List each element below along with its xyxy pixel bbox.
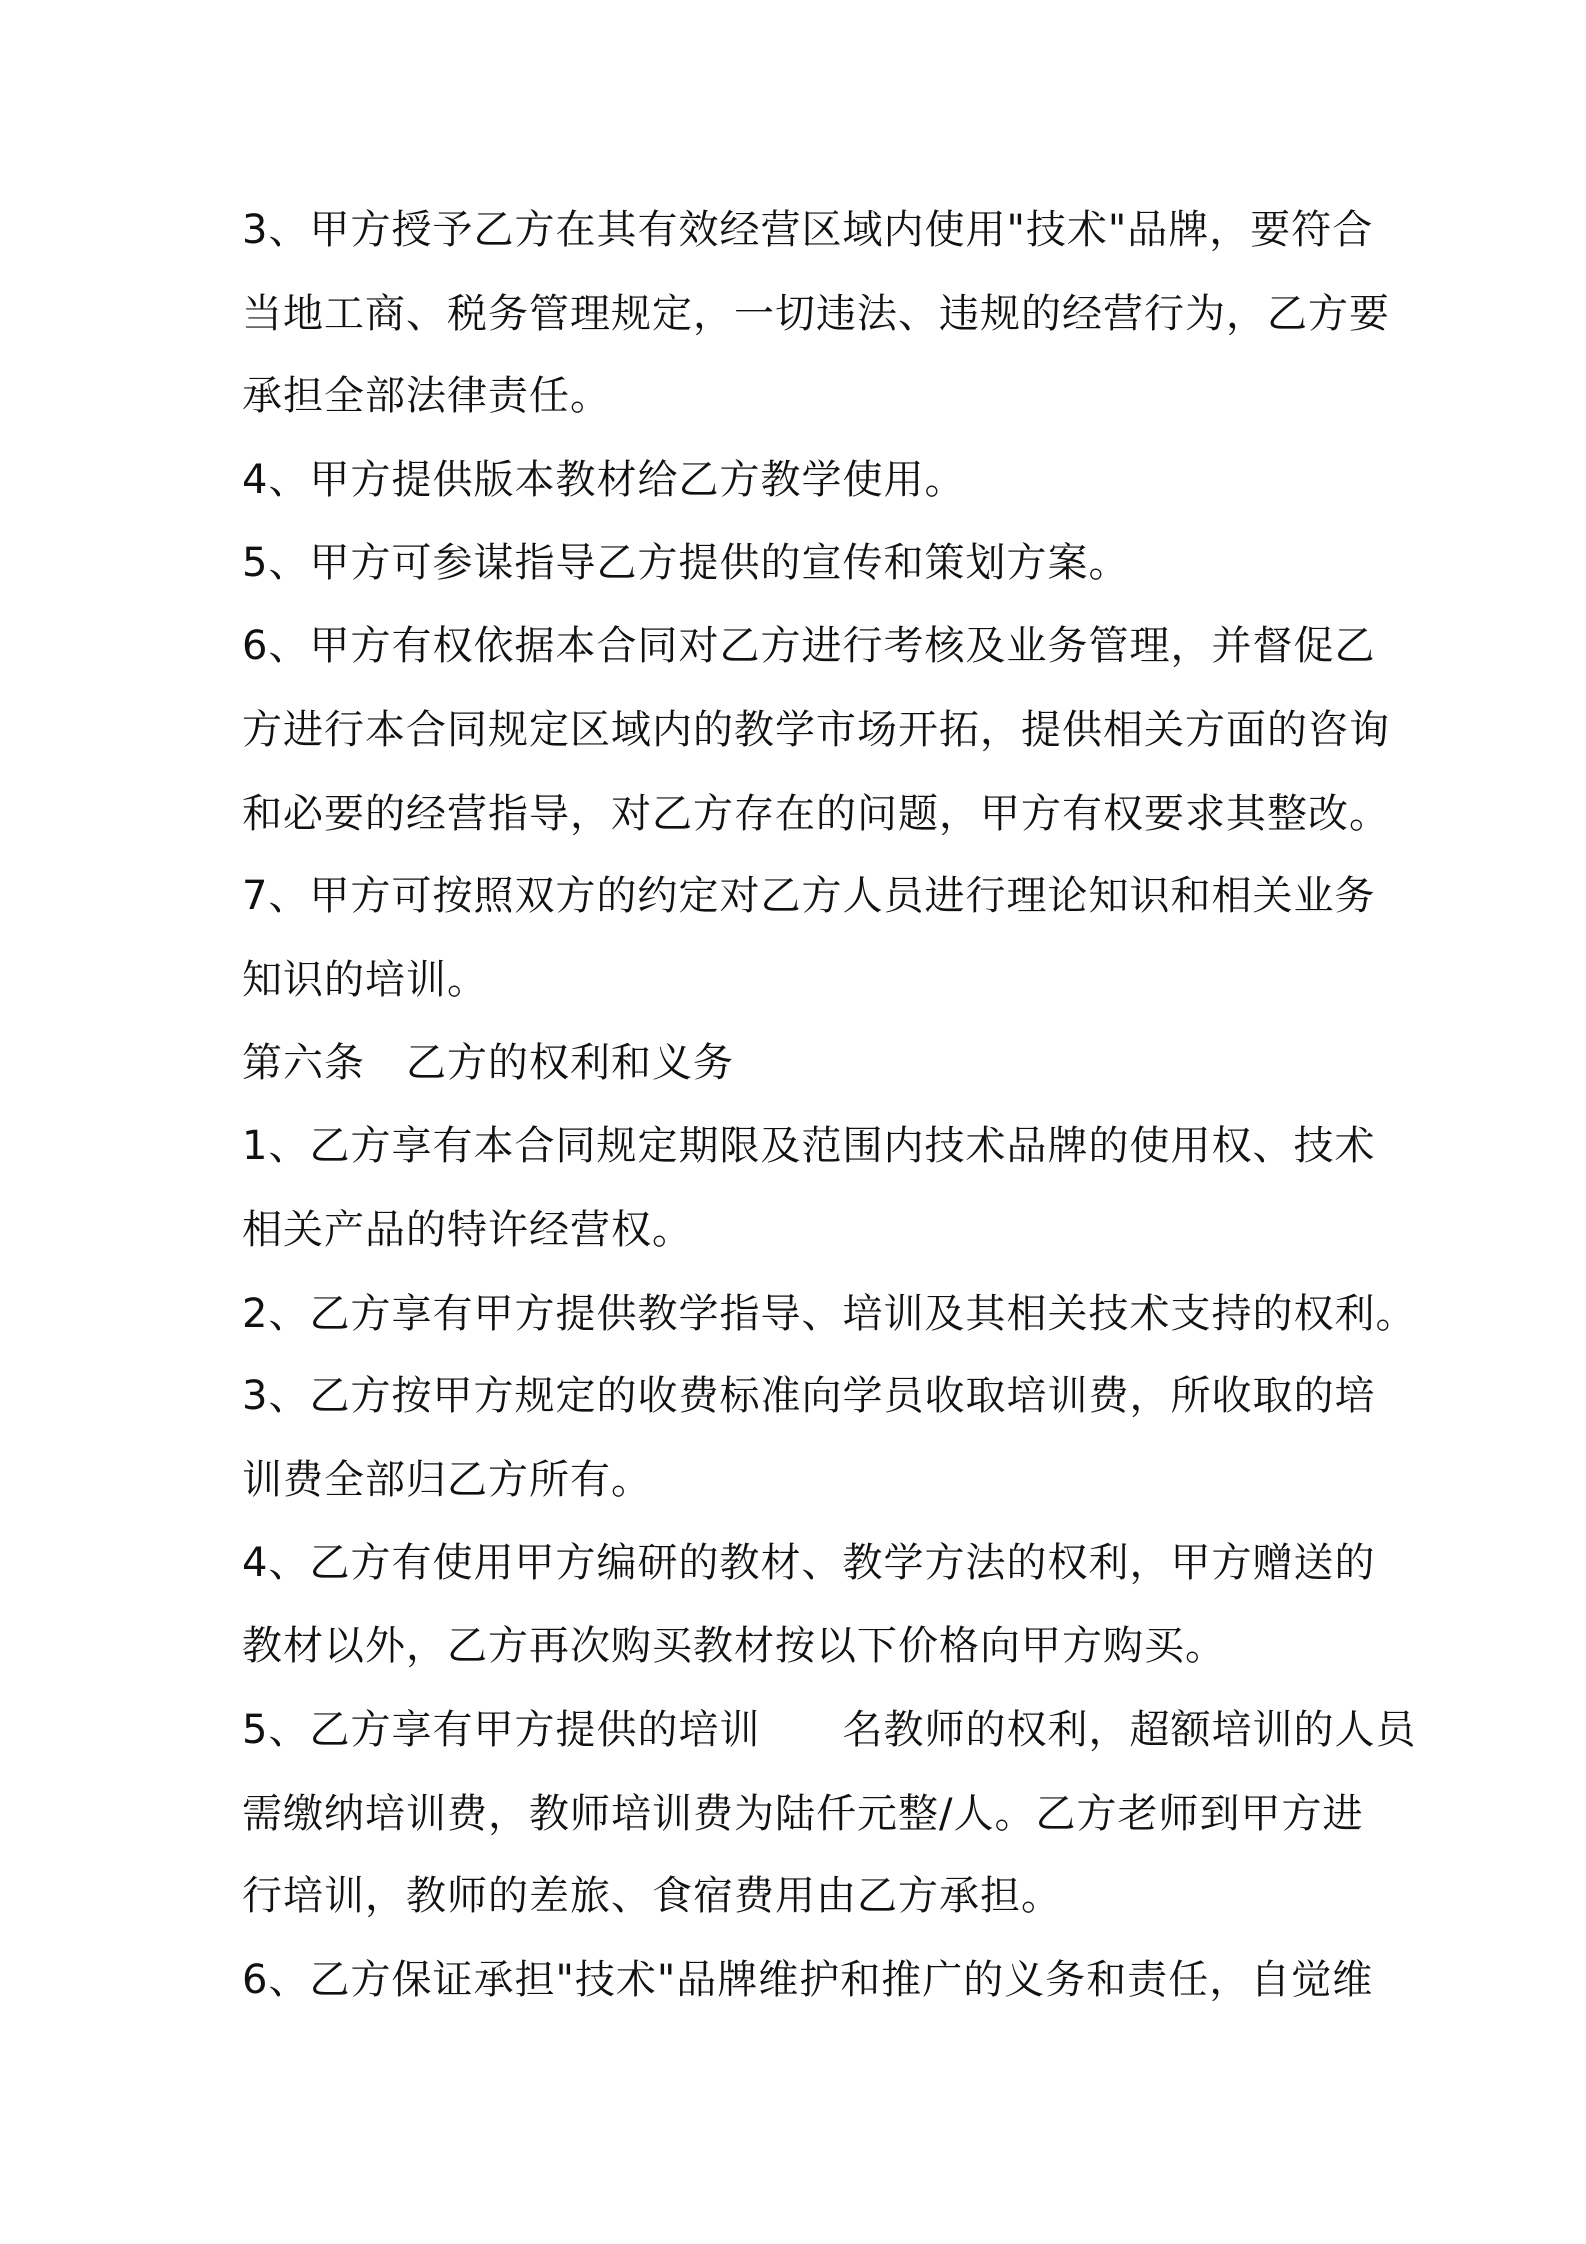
text-line: 3、甲方授予乙方在其有效经营区域内使用"技术"品牌，要符合 <box>242 207 1374 253</box>
text-line: 行培训，教师的差旅、食宿费用由乙方承担。 <box>242 1873 1062 1919</box>
text-line: 承担全部法律责任。 <box>242 373 611 419</box>
text-line: 方进行本合同规定区域内的教学市场开拓，提供相关方面的咨询 <box>242 707 1390 753</box>
text-line: 知识的培训。 <box>242 957 488 1003</box>
text-line: 1、乙方享有本合同规定期限及范围内技术品牌的使用权、技术 <box>242 1123 1376 1169</box>
section-heading: 第六条 乙方的权利和义务 <box>242 1040 734 1086</box>
text-line: 5、甲方可参谋指导乙方提供的宣传和策划方案。 <box>242 540 1130 586</box>
text-line: 4、乙方有使用甲方编研的教材、教学方法的权利，甲方赠送的 <box>242 1540 1376 1586</box>
text-line: 相关产品的特许经营权。 <box>242 1207 693 1253</box>
text-line: 6、甲方有权依据本合同对乙方进行考核及业务管理，并督促乙 <box>242 623 1376 669</box>
text-line: 7、甲方可按照双方的约定对乙方人员进行理论知识和相关业务 <box>242 873 1376 919</box>
text-line: 6、乙方保证承担"技术"品牌维护和推广的义务和责任，自觉维 <box>242 1957 1374 2003</box>
text-line: 3、乙方按甲方规定的收费标准向学员收取培训费，所收取的培 <box>242 1373 1376 1419</box>
text-line: 和必要的经营指导，对乙方存在的问题，甲方有权要求其整改。 <box>242 791 1390 837</box>
text-line: 4、甲方提供版本教材给乙方教学使用。 <box>242 457 966 503</box>
text-line: 教材以外，乙方再次购买教材按以下价格向甲方购买。 <box>242 1623 1226 1669</box>
text-line: 训费全部归乙方所有。 <box>242 1457 652 1503</box>
text-line: 2、乙方享有甲方提供教学指导、培训及其相关技术支持的权利。 <box>242 1291 1417 1337</box>
text-line: 当地工商、税务管理规定，一切违法、违规的经营行为，乙方要 <box>242 291 1390 337</box>
text-line: 5、乙方享有甲方提供的培训 名教师的权利，超额培训的人员 <box>242 1707 1417 1753</box>
text-line: 需缴纳培训费，教师培训费为陆仟元整/人。乙方老师到甲方进 <box>242 1791 1364 1837</box>
